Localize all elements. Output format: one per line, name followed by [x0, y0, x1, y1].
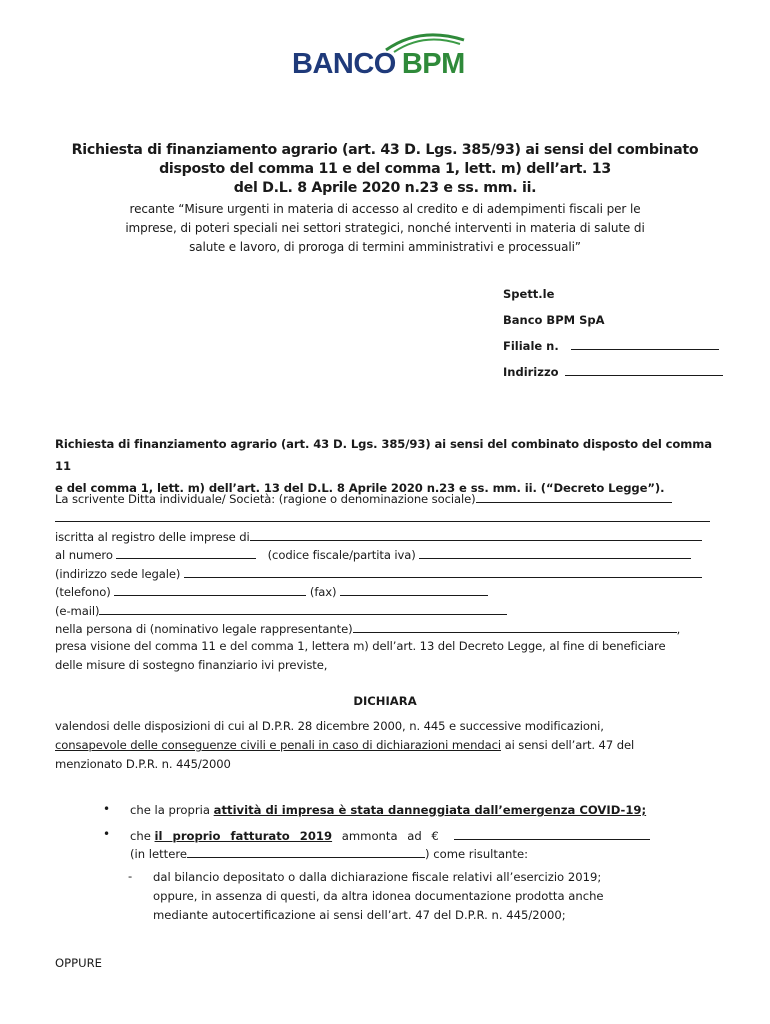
rappresentante-label: nella persona di (nominativo legale rappresentante) [55, 622, 353, 636]
email-line [55, 603, 507, 618]
rappresentante-end: , [676, 622, 681, 636]
filiale-field[interactable] [571, 339, 719, 350]
filiale-label: Filiale n. [503, 339, 559, 353]
fatturato-lettere-field[interactable] [187, 846, 425, 858]
subtitle-line-2: imprese, di poteri speciali nei settori strategici, nonché interventi in materia di salute di [125, 221, 645, 235]
b2-post: ammonta ad € [332, 829, 439, 843]
b1-underlined: attività di impresa è stata danneggiata dall’emergenza COVID-19; [213, 803, 647, 817]
declaration-paragraph [55, 717, 716, 774]
cf-label: (codice fiscale/partita iva) [267, 548, 416, 562]
dash-line-2: oppure, in assenza di questi, da altra idonea documentazione prodotta anche [153, 889, 604, 903]
dash-line-1: dal bilancio depositato o dalla dichiarazione fiscale relativi all’esercizio 2019; [153, 870, 602, 884]
addressee-indirizzo [503, 365, 723, 379]
sede-label: (indirizzo sede legale) [55, 567, 181, 581]
registro-line [55, 529, 702, 544]
sede-line [55, 566, 702, 581]
banco-bpm-logo [0, 44, 770, 84]
email-field[interactable] [99, 603, 507, 615]
numero-line [55, 547, 691, 562]
ditta-line [55, 491, 672, 506]
dash-line-3: mediante autocertificazione ai sensi dell’art. 47 del D.P.R. n. 445/2000; [153, 908, 566, 922]
title-line-3: del D.L. 8 Aprile 2020 n.23 e ss. mm. ii. [233, 180, 537, 196]
bullet-icon: • [103, 827, 111, 841]
dichiara-heading: DICHIARA [353, 694, 417, 708]
title-line-2: disposto del comma 11 e del comma 1, lett. m) dell’art. 13 [159, 161, 611, 177]
rappresentante-line [55, 621, 680, 636]
addressee-bank: Banco BPM SpA [503, 313, 605, 327]
title-line-1: Richiesta di finanziamento agrario (art. 43 D. Lgs. 385/93) ai sensi del combinato [71, 142, 699, 158]
sede-field[interactable] [184, 566, 702, 578]
cf-field[interactable] [419, 547, 691, 559]
ditta-field-2[interactable] [55, 510, 710, 522]
telefono-line [55, 584, 488, 599]
telefono-label: (telefono) [55, 585, 111, 599]
numero-field[interactable] [116, 547, 256, 559]
decl-line-1: valendosi delle disposizioni di cui al D.P.R. 28 dicembre 2000, n. 445 e successive modificazioni, [55, 719, 604, 733]
b2-lettere-label: (in lettere [130, 847, 188, 861]
ditta-line-2 [55, 510, 710, 525]
request-heading [55, 433, 715, 499]
visione-line-1: presa visione del comma 11 e del comma 1, lettera m) dell’art. 13 del Decreto Legge, al fine di beneficiare [55, 639, 666, 653]
registro-label: iscritta al registro delle imprese di [55, 530, 250, 544]
decl-line-2 [55, 736, 716, 755]
visione-line-2: delle misure di sostegno finanziario ivi previste, [55, 658, 328, 672]
subtitle-line-1: recante “Misure urgenti in materia di accesso al credito e di adempimenti fiscali per le [129, 202, 641, 216]
decl-line-3: menzionato D.P.R. n. 445/2000 [55, 757, 231, 771]
bullet-1-text [130, 803, 646, 817]
document-title [40, 141, 730, 198]
dash-marker: - [128, 869, 133, 883]
decl-line-2-rest: ai sensi dell’art. 47 del [500, 738, 635, 752]
bullet-2-text [130, 828, 650, 843]
ditta-field[interactable] [476, 491, 672, 503]
logo-bpm-text: BPM [401, 48, 465, 80]
b2-pre: che [130, 829, 155, 843]
indirizzo-label: Indirizzo [503, 365, 559, 379]
bullet-icon: • [103, 802, 111, 816]
b2-lettere-end: ) come risultante: [425, 847, 528, 861]
rappresentante-field[interactable] [353, 621, 677, 633]
dash-item-text [153, 868, 668, 925]
decl-line-2-underlined: consapevole delle conseguenze civili e penali in caso di dichiarazioni mendaci [55, 738, 501, 752]
telefono-field[interactable] [114, 584, 306, 596]
ditta-label: La scrivente Ditta individuale/ Società: (ragione o denominazione sociale) [55, 492, 476, 506]
fax-label: (fax) [309, 585, 337, 599]
visione-paragraph [55, 637, 716, 675]
addressee-filiale [503, 339, 719, 353]
request-heading-line-1: Richiesta di finanziamento agrario (art. 43 D. Lgs. 385/93) ai sensi del combinato disposto del comma 11 [55, 437, 712, 473]
b2-underlined: il proprio fatturato 2019 [154, 829, 333, 843]
logo-banco-text: BANCO [292, 48, 396, 80]
document-subtitle [60, 200, 710, 257]
fax-field[interactable] [340, 584, 488, 596]
request-heading-line-2: e del comma 1, lett. m) dell’art. 13 del D.L. 8 Aprile 2020 n.23 e ss. mm. ii. (“Decreto Legge”). [55, 481, 665, 495]
addressee-spett: Spett.le [503, 287, 555, 301]
oppure-label: OPPURE [55, 956, 102, 970]
indirizzo-field[interactable] [565, 365, 723, 376]
bullet-2-lettere [130, 846, 528, 861]
b1-pre: che la propria [130, 803, 214, 817]
email-label: (e-mail) [55, 604, 100, 618]
registro-field[interactable] [250, 529, 702, 541]
subtitle-line-3: salute e lavoro, di proroga di termini amministrativi e processuali” [189, 240, 581, 254]
fatturato-field[interactable] [454, 828, 650, 840]
numero-label: al numero [55, 548, 113, 562]
